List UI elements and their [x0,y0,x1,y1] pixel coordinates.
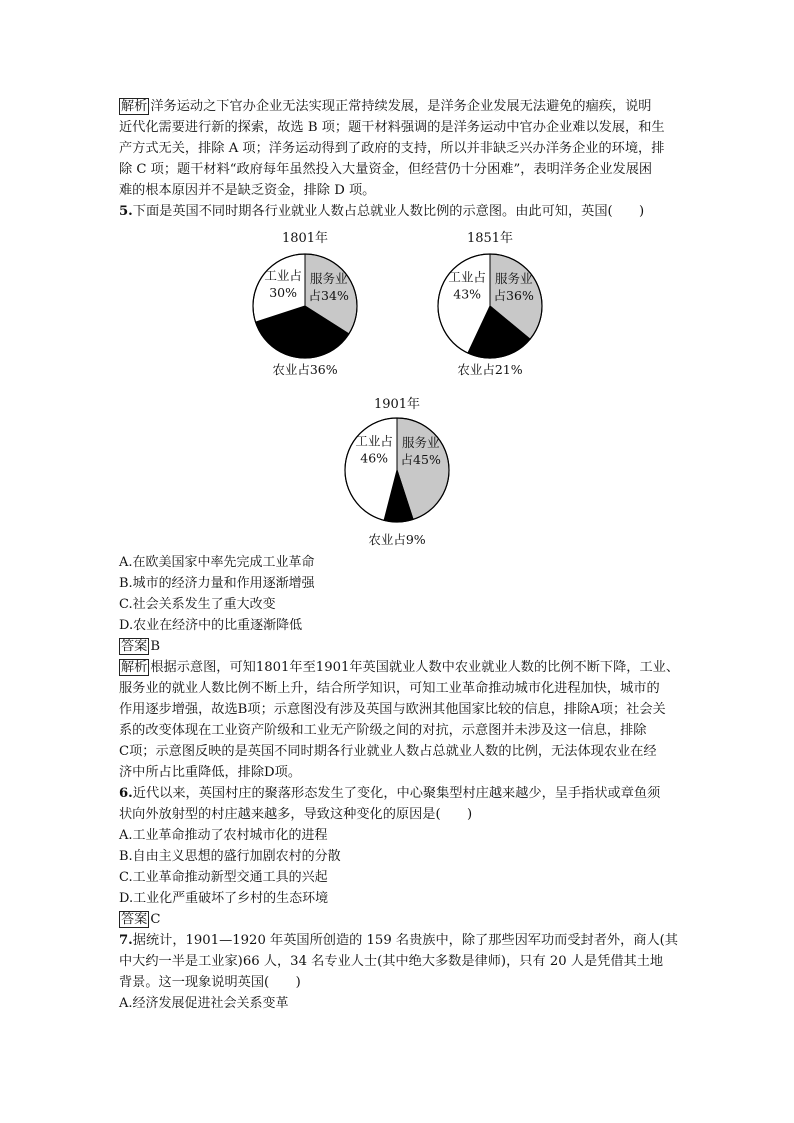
slice-label: 占36% [493,287,534,303]
analysis-line: 解析 洋务运动之下官办企业无法实现正常持续发展，是洋务企业发展无法避免的痼疾，说明 [121,99,652,114]
question-6-stem-cont: 状向外放射型的村庄越来越多，导致这种变化的原因是( ) [119,807,473,822]
pie-title: 1801年 [281,231,329,246]
slice-label: 服务业 [401,434,440,450]
question-number: 5. [119,204,133,219]
question-7-stem: 7.据统计，1901—1920 年英国所创造的 159 名贵族中，除了那些因军功而受封者外，商人(其 [119,933,678,948]
slice-label: 占45% [400,451,441,467]
option-c[interactable]: C.工业革命推动新型交通工具的兴起 [119,870,328,885]
slice-label: 工业占 [264,268,302,284]
option-d[interactable]: D.农业在经济中的比重逐渐降低 [119,618,303,633]
analysis-line: 服务业的就业人数比例不断上升，结合所学知识，可知工业革命推动城市化进程加快，城市的 [119,681,660,696]
option-d[interactable]: D.工业化严重破坏了乡村的生态环境 [119,891,329,906]
pie-title: 1851年 [466,231,514,246]
analysis-line: 作用逐步增强，故选B项；示意图没有涉及英国与欧洲其他国家比较的信息，排除A项；社会关 [119,702,666,717]
analysis-line: 产方式无关，排除 A 项；洋务运动得到了政府的支持，所以并非缺乏兴办洋务企业的环境，排 [119,141,665,156]
question-6-stem: 6.近代以来，英国村庄的聚落形态发生了变化，中心聚集型村庄越来越少，呈手指状或章鱼须 [119,786,661,801]
slice-label: 农业占36% [272,362,338,377]
analysis-line: 济中所占比重降低，排除D项。 [119,765,302,780]
slice-label: 46% [360,450,389,466]
question-7-stem-cont: 背景。这一现象说明英国( ) [119,975,301,990]
analysis-line: 难的根本原因并不是缺乏资金，排除 D 项。 [119,183,376,198]
answer-tag: 答案 [121,912,148,927]
question-5-stem: 5.下面是英国不同时期各行业就业人数占总就业人数比例的示意图。由此可知，英国( ) [119,204,645,219]
analysis-line: 系的改变体现在工业资产阶级和工业无产阶级之间的对抗，示意图并未涉及这一信息，排除 [119,723,647,738]
answer-value: B [150,639,161,654]
option-c[interactable]: C.社会关系发生了重大改变 [119,597,276,612]
answer-value: C [150,912,161,927]
slice-label: 农业占21% [457,362,523,377]
analysis-tag: 解析 [121,660,148,675]
option-b[interactable]: B.城市的经济力量和作用逐渐增强 [119,576,315,591]
slice-label: 服务业 [494,270,533,286]
option-a[interactable]: A.在欧美国家中率先完成工业革命 [119,555,315,570]
slice-label: 43% [453,286,482,302]
question-number: 6. [119,786,133,801]
slice-label: 30% [269,285,298,301]
option-a[interactable]: A.经济发展促进社会关系变革 [119,996,289,1011]
pie-title: 1901年 [373,397,421,412]
analysis-line: C项；示意图反映的是英国不同时期各行业就业人数占总就业人数的比例，无法体现农业在经 [119,744,657,759]
analysis-tag: 解析 [121,99,148,114]
slice-label: 农业占9% [368,532,426,547]
answer-tag: 答案 [121,639,148,654]
analysis-line: 解析 根据示意图，可知1801年至1901年英国就业人数中农业就业人数的比例不断下降，工业、 [121,660,680,675]
slice-label: 工业占 [355,433,393,449]
answer-line [119,909,160,930]
slice-label: 工业占 [448,269,486,285]
analysis-line: 除 C 项；题干材料“政府每年虽然投入大量资金，但经营仍十分困难”，表明洋务企业发展困 [119,162,653,177]
option-a[interactable]: A.工业革命推动了农村城市化的进程 [119,828,328,843]
analysis-line: 近代化需要进行新的探索，故选 B 项；题干材料强调的是洋务运动中官办企业难以发展，和生 [119,120,665,135]
slice-label: 占34% [308,287,349,303]
slice-label: 服务业 [309,270,348,286]
question-7-stem-cont: 中大约一半是工业家)66 人，34 名专业人士(其中绝大多数是律师)，只有 20 人是凭借其土地 [119,954,664,969]
pie-charts [0,222,794,552]
question-number: 7. [119,933,133,948]
option-b[interactable]: B.自由主义思想的盛行加剧农村的分散 [119,849,341,864]
answer-line [119,636,160,657]
